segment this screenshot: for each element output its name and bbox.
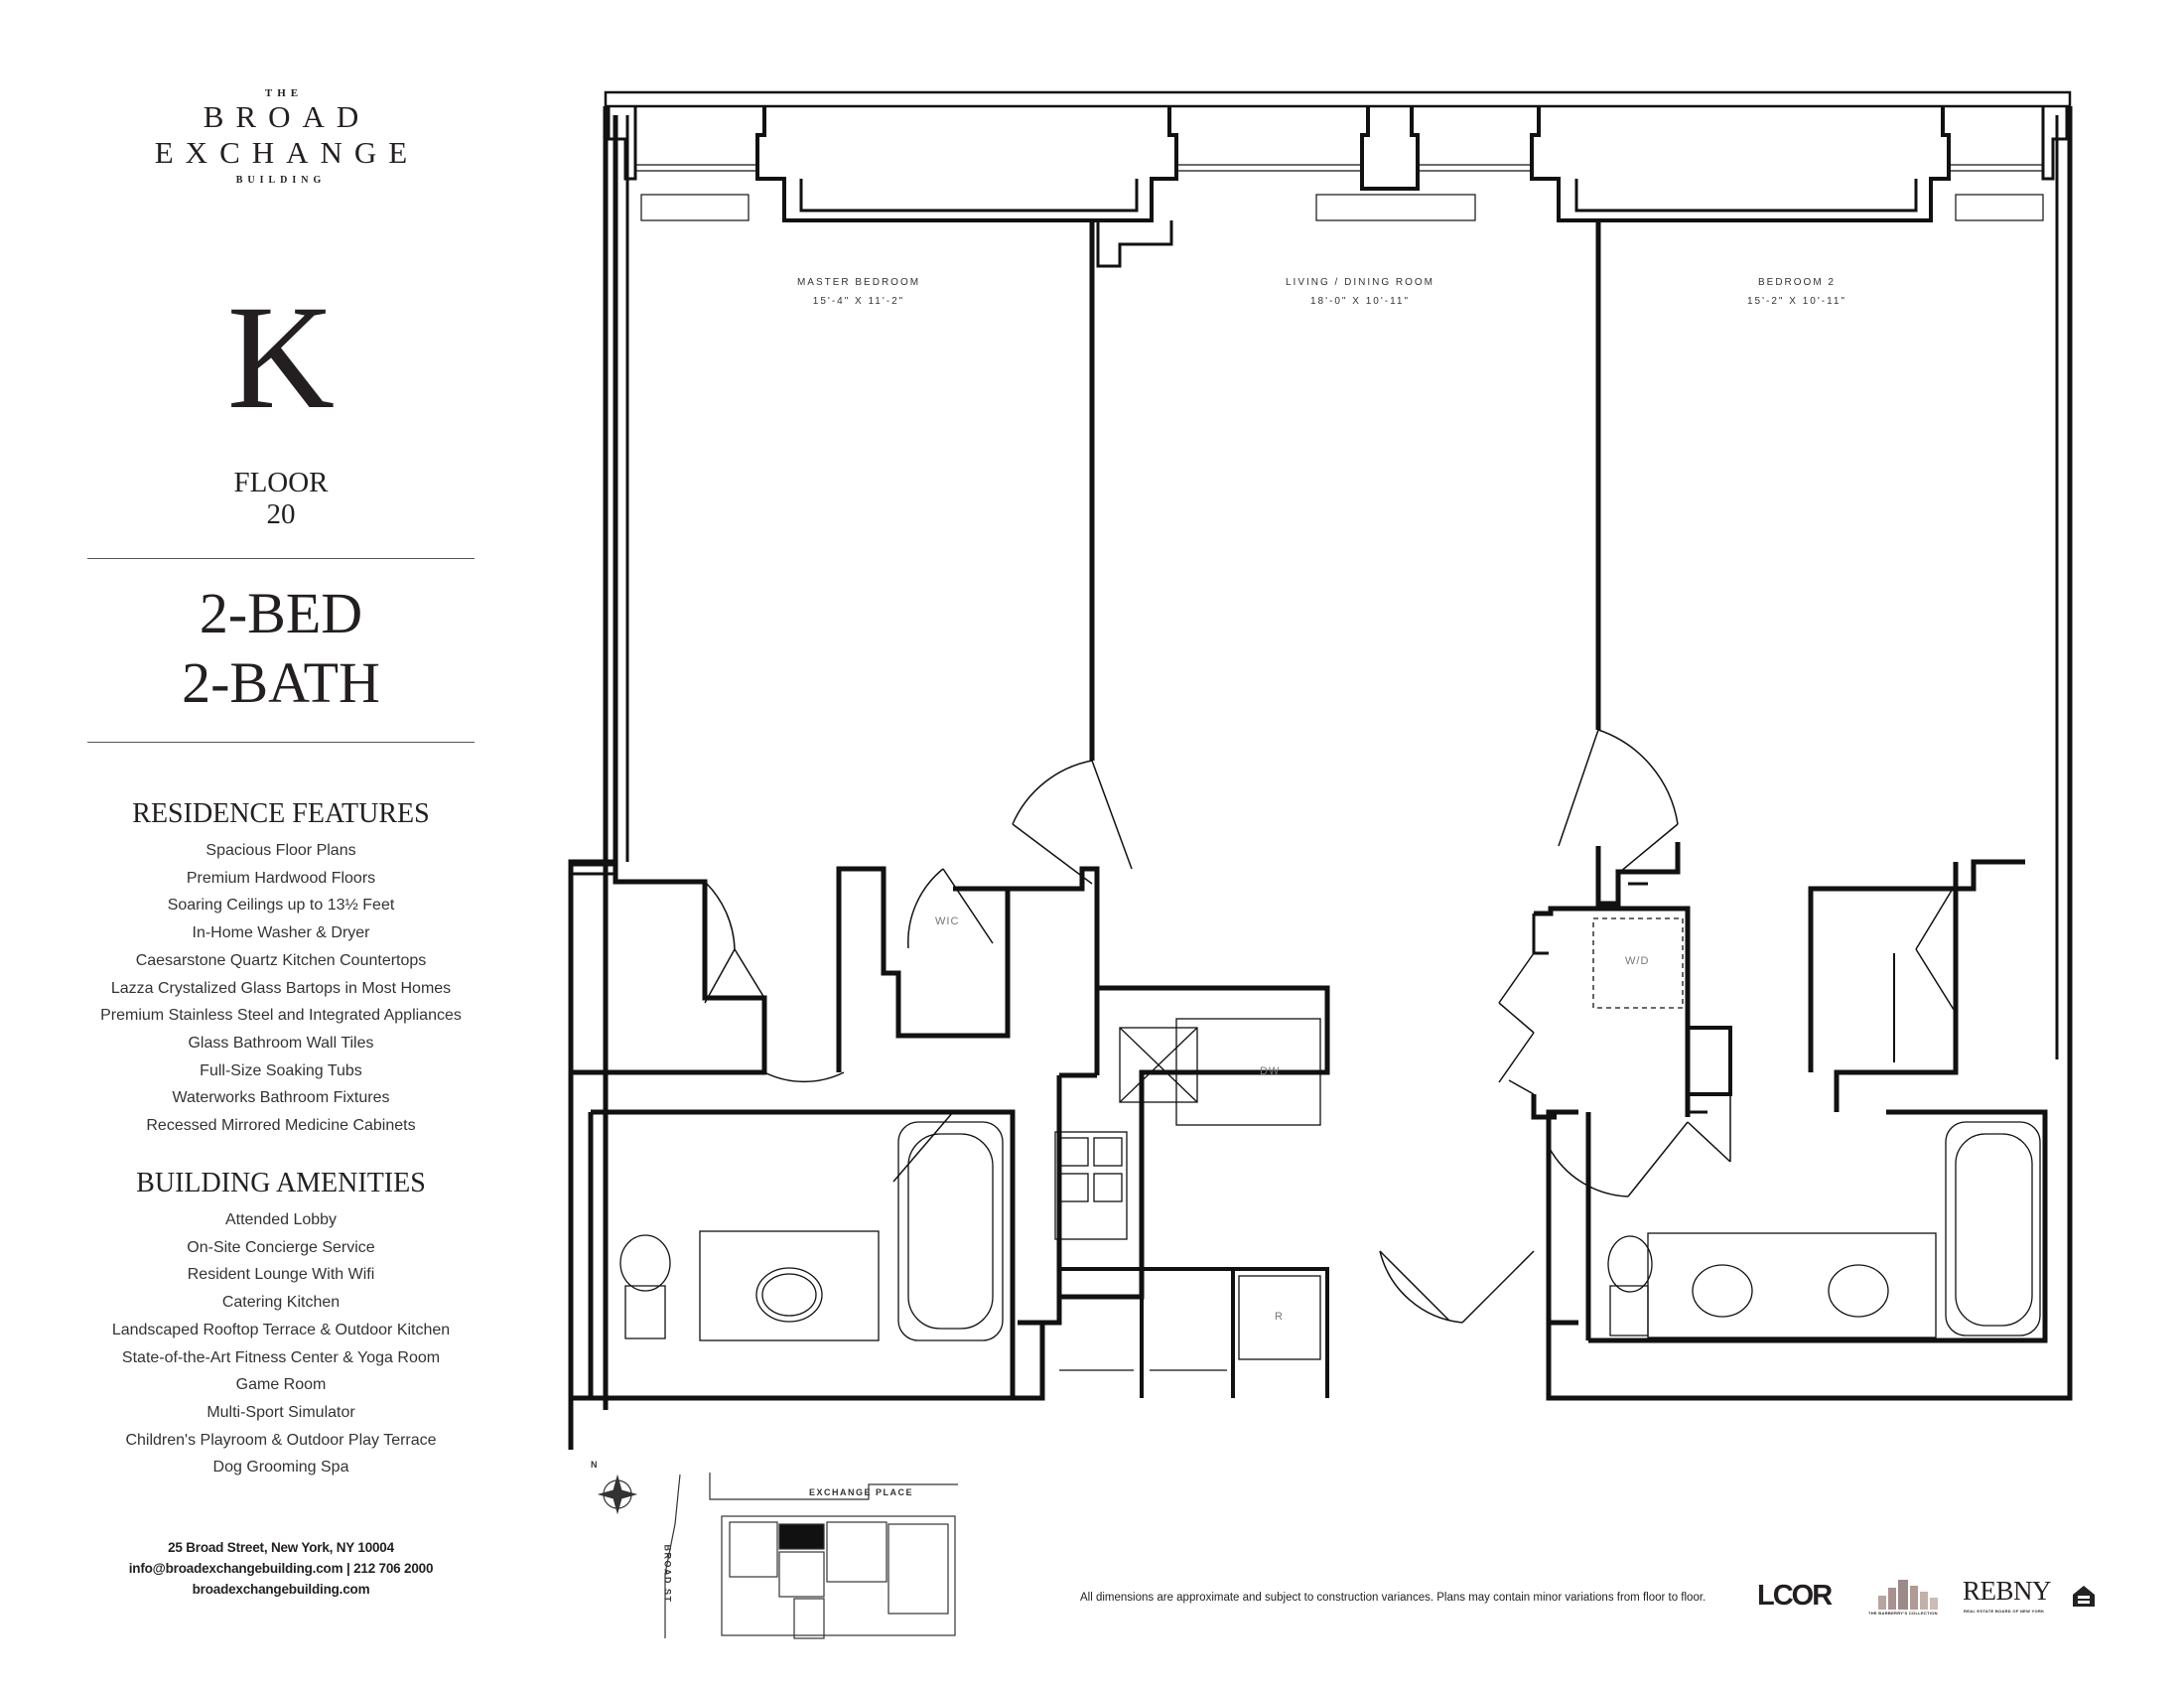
floor-info [87,467,475,530]
partner-logos [1757,1574,2115,1618]
list-item: Spacious Floor Plans [205,842,356,859]
list-item: Soaring Ceilings up to 13½ Feet [167,897,395,914]
room-size: 18'-0" X 10'-11" [1310,296,1410,307]
list-item: Lazza Crystalized Glass Bartops in Most Homes [110,979,452,997]
fixture-label-wic: WIC [935,915,960,927]
divider-bottom [87,742,475,743]
list-item: Game Room [235,1376,327,1394]
fixtures [620,918,2040,1370]
key-map-compass-n: N [591,1460,599,1470]
key-map [581,1455,958,1653]
list-item: Multi-Sport Simulator [206,1403,355,1421]
fixture-label-dw: DW [1260,1065,1281,1077]
logo-building: BUILDING [235,175,327,186]
equal-housing-icon [2071,1584,2097,1608]
logo-the: THE [264,87,304,99]
street-label-exchange-place: EXCHANGE PLACE [809,1487,914,1497]
skyline-logo-icon [1868,1574,1950,1614]
skyline-logo-caption: THE BARBERRY'S COLLECTION [1868,1611,1938,1616]
bed-bath-count [87,579,475,718]
residence-features-list [87,837,475,1140]
building-amenities [87,1167,475,1481]
room-size: 15'-2" X 10'-11" [1747,296,1846,307]
broad-exchange-logo [87,87,475,186]
compass-icon [600,1477,635,1512]
floor-label: FLOOR [233,467,329,498]
room-name: LIVING / DINING ROOM [1285,277,1434,288]
list-item: Waterworks Bathroom Fixtures [172,1089,390,1107]
disclaimer: All dimensions are approximate and subject to construction variances. Plans may contain minor variations from floor to floor. [1080,1592,1706,1604]
building-amenities-list [87,1206,475,1481]
room-label-master-bedroom [730,273,988,311]
list-item: Recessed Mirrored Medicine Cabinets [146,1117,416,1135]
list-item: In-Home Washer & Dryer [192,924,370,942]
room-label-bedroom-2 [1668,273,1926,311]
fixture-label-r: R [1275,1311,1284,1323]
logo-line-2: EXCHANGE [154,135,420,170]
list-item: Children's Playroom & Outdoor Play Terrace [125,1431,437,1449]
residence-features-title: RESIDENCE FEATURES [132,798,430,829]
fixture-label-wd: W/D [1625,955,1650,967]
logo-line-1: BROAD [203,99,371,134]
street-label-broad-st: BROAD ST [662,1544,673,1604]
rebny-logo: REBNY [1963,1576,2052,1606]
list-item: Attended Lobby [224,1211,338,1228]
key-map-drawing [581,1455,958,1653]
list-item: Landscaped Rooftop Terrace & Outdoor Kitchen [111,1321,451,1338]
bed-count: 2-BED [199,581,363,645]
floor-number: 20 [266,498,296,530]
list-item: Dog Grooming Spa [212,1459,349,1477]
room-size: 15'-4" X 11'-2" [812,296,905,307]
residence-features [87,797,475,1140]
floor-plan [556,79,2105,1450]
contact-info [87,1537,475,1600]
interior-walls [571,220,2045,1398]
window-bays [609,106,2067,220]
lcor-logo: LCOR [1757,1580,1832,1612]
list-item: Catering Kitchen [221,1294,341,1312]
unit-letter: K [226,275,336,440]
room-name: MASTER BEDROOM [796,277,921,288]
list-item: State-of-the-Art Fitness Center & Yoga Room [121,1348,441,1366]
list-item: Premium Hardwood Floors [186,869,376,887]
list-item: Glass Bathroom Wall Tiles [188,1034,374,1052]
list-item: On-Site Concierge Service [187,1238,375,1256]
list-item: Resident Lounge With Wifi [187,1266,375,1284]
bath-count: 2-BATH [182,650,380,715]
email-phone[interactable]: info@broadexchangebuilding.com | 212 706 2000 [128,1561,434,1576]
rebny-logo-caption: REAL ESTATE BOARD OF NEW YORK [1964,1609,2045,1614]
list-item: Caesarstone Quartz Kitchen Countertops [135,951,427,969]
list-item: Premium Stainless Steel and Integrated Appliances [100,1007,462,1025]
divider-top [87,558,475,559]
building-amenities-title: BUILDING AMENITIES [136,1168,426,1198]
address: 25 Broad Street, New York, NY 10004 [168,1540,394,1555]
room-name: BEDROOM 2 [1757,277,1836,288]
website-link[interactable]: broadexchangebuilding.com [192,1582,370,1597]
room-label-living-dining [1231,273,1489,311]
list-item: Full-Size Soaking Tubs [200,1061,362,1079]
